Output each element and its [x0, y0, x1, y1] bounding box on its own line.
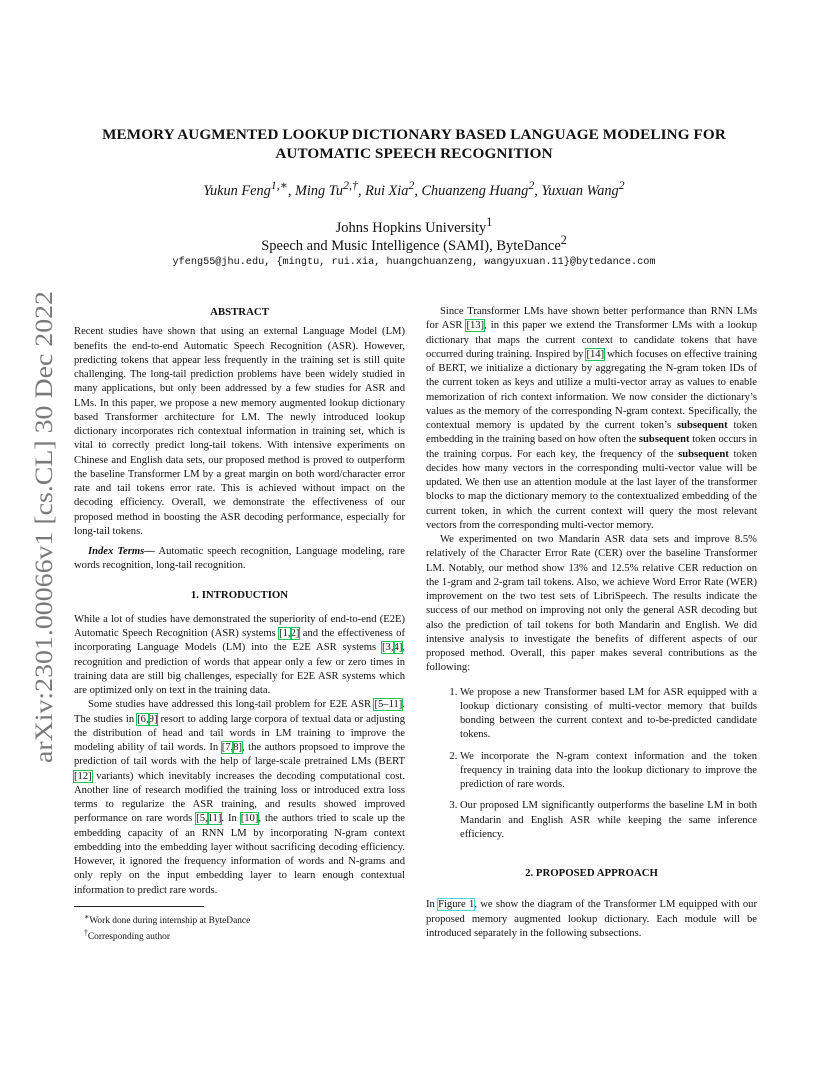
author-name: Chuanzeng Huang [421, 182, 529, 199]
paper-title [60, 125, 768, 163]
abstract-heading: ABSTRACT [210, 306, 269, 318]
citation-link[interactable]: [12] [74, 770, 92, 782]
right-paragraph-2: We experimented on two Mandarin ASR data sets and improve 8.5% relatively of the Character Error Rate (CER) over the baseline Transformer LM. Notably, our method show 13% and 12.5% relative CER reduction on the 1-gram and 2-gram tail tokens. Also, we achieve Word Error Rate (WER) improvement on the two test sets of LibriSpeech. The results indicate the success of our method on improving not only the general ASR decoding but also the prediction of tail tokens for both Mandarin and English. We did intensive analysis to investigate the benefits of different aspects of our proposed method. Overall, this paper makes several contributions as the following: [426, 534, 757, 674]
affiliation-2 [60, 233, 768, 255]
title-line-1: MEMORY AUGMENTED LOOKUP DICTIONARY BASED LANGUAGE MODELING FOR [102, 126, 726, 143]
affiliation-mark: 2 [560, 233, 567, 247]
introduction-heading: 1. INTRODUCTION [190, 588, 289, 601]
index-terms-label: Index Terms— [88, 546, 155, 557]
citation-link[interactable]: [6, [137, 713, 149, 725]
citation-link[interactable]: [7, [221, 742, 234, 753]
intro-paragraph-2: Some studies have addressed this long-tail problem for E2E ASR [5–11]. The studies in [6,9] resort to adding large corpora of textual data or adjusting the distribution of head and tail words in LM training to improve the modeling ability of tail words. In [7,8], the authors propsoed to improve the prediction of tail words with the help of large-scale pretrained LMs (BERT [12] variants) which inevitably increases the decoding computational cost. Another line of research modified the training loss or introduced extra loss terms to regularize the ASR training, and results showed improved performance on rare words [5,11]. In [10], the authors tried to scale up the embedding capacity of an RNN LM by incorporating N-gram context embedding into the embedding layer without sacrificing decoding efficiency. However, it ignored the frequency information of words and N-grams and only reply on the input embedding layer to learn enough contextual information to predict rare words. [74, 699, 405, 896]
right-column [426, 305, 757, 941]
contribution-item: 3. Our proposed LM significantly outperforms the baseline LM in both Mandarin and English ASR while keeping the same inference efficiency. [460, 799, 757, 842]
abstract-text: Recent studies have shown that using an external Language Model (LM) benefits the end-to-end Automatic Speech Recognition (ASR). However, predicting tokens that appear less frequently in the training set is still quite challenging. The long-tail prediction problems have been widely studied in many applications, but only been addressed by a few studies for ASR and LMs. In this paper, we propose a new memory augmented lookup dictionary based Transformer architecture for LM. The newly introduced lookup dictionary incorporates rich contextual information in training set, which is vital to correctly predict long-tail tokens. With intensive experiments on Chinese and English data sets, our proposed method is proved to outperform the baseline Transformer LM by a great margin on both word/character error rate and tail tokens error rate. This is achieved without impact on the decoding efficiency. Overall, we demonstrate the effectiveness of our proposed method in boosting the ASR decoding performance, especially for long-tail tokens. [74, 326, 405, 537]
citation-link[interactable]: [13] [466, 320, 485, 332]
citation-link[interactable]: 2] [290, 628, 300, 639]
arxiv-id-text: arXiv:2301.00066v1 [cs.CL] 30 Dec 2022 [29, 330, 58, 763]
contribution-item: 2. We incorporate the N-gram context information and the token frequency in training data into the lookup dictionary to improve the prediction of rare words. [460, 750, 757, 793]
author-name: Yuxuan Wang [541, 182, 619, 199]
citation-link[interactable]: [3, [382, 642, 394, 654]
author-name: Ming Tu [294, 182, 344, 199]
citation-link[interactable]: 8] [233, 742, 243, 753]
index-terms [74, 545, 405, 574]
author-affil-mark: 2,† [343, 178, 358, 192]
index-terms-text: Automatic speech recognition, Language modeling, rare words recognition, long-tail recognition. [74, 546, 405, 572]
citation-link[interactable]: [14] [586, 348, 605, 360]
author-affil-mark: 2 [618, 178, 625, 192]
affiliation-name: Johns Hopkins University [335, 219, 487, 236]
left-column [74, 305, 405, 944]
affiliation-mark: 1 [486, 215, 493, 229]
author-emails: yfeng55@jhu.edu, {mingtu, rui.xia, huangchuanzeng, wangyuxuan.11}@bytedance.com [172, 257, 656, 268]
citation-link[interactable]: [5, [196, 813, 208, 825]
intro-paragraph-1: While a lot of studies have demonstrated the superiority of end-to-end (E2E) Automatic Speech Recognition (ASR) systems [1,2] and the effectiveness of incorporating Language Models (LM) into the E2E ASR systems [3,4], recognition and prediction of words that appear only a few or zero times in training data are still big challenges, especially for E2E ASR systems which are optimized only on text in the training data. [74, 613, 405, 696]
citation-link[interactable]: 4] [393, 642, 403, 654]
title-line-2: AUTOMATIC SPEECH RECOGNITION [275, 145, 553, 162]
citation-link[interactable]: [5–11] [374, 699, 403, 711]
proposed-approach-heading: 2. PROPOSED APPROACH [525, 867, 658, 879]
contribution-item: 1. We propose a new Transformer based LM for ASR equipped with a lookup dictionary consisting of multi-vector memory that builds bonding between the current context and to-be-predicted candidate tokens. [460, 686, 757, 743]
footnote-1: ∗Work done during internship at ByteDance [84, 911, 251, 926]
author-affil-mark: 1,∗ [270, 178, 288, 192]
arxiv-identifier [22, 285, 62, 765]
affiliation-name: Speech and Music Intelligence (SAMI), ByteDance [261, 237, 561, 254]
author-name: Rui Xia [365, 182, 409, 199]
contributions-list [426, 686, 757, 843]
author-affil-mark: 2 [408, 178, 415, 192]
author-affil-mark: 2 [528, 178, 535, 192]
approach-paragraph: In Figure 1, we show the diagram of the Transformer LM equipped with our proposed memory augmented lookup dictionary. Each module will be introduced separately in the following subsections. [426, 899, 757, 939]
footnote-rule [74, 906, 204, 907]
author-list: Yukun Feng$^{1,∗}$, Ming $Tu^{2,\dagger}$, Rui Xia$^2$, Chuanzeng Huang$^2$, Yuxuan Wang$^2$ [203, 178, 625, 199]
figure-link[interactable]: Figure 1 [438, 899, 475, 911]
author-name: Yukun Feng [203, 182, 271, 199]
footnote-2: †Corresponding author [84, 928, 170, 943]
citation-link[interactable]: 9] [148, 713, 158, 725]
citation-link[interactable]: [10] [240, 813, 259, 825]
citation-link[interactable]: 11] [207, 813, 222, 825]
citation-link[interactable]: [1, [279, 628, 291, 639]
right-paragraph-1: Since Transformer LMs have shown better performance than RNN LMs for ASR [13], in this paper we extend the Transformer LMs with a lookup dictionary that maps the current context to candidate tokens that have occurred during training. Inspired by [14] which focuses on effective training of BERT, we initialize a dictionary by aggregating the N-gram token IDs of the current token as keys and utilize a multi-vector array as values to enable memorization of rich context information. We now consider the dictionary’s values as the memory of the corresponding N-gram context. Specifically, the contextual memory is updated by the current token’s subsequent token embedding in the training based on how often the subsequent token occurs in the training corpus. For each key, the frequency of the subsequent token decides how many vectors in the corresponding multi-vector value will be updated. We then use an attention module at the last layer of the transformer blocks to map the dictionary memory to the contextualized embedding of the current token, in which the current context will query the most relevant vectors from the corresponding multi-vector memory. [426, 306, 758, 531]
